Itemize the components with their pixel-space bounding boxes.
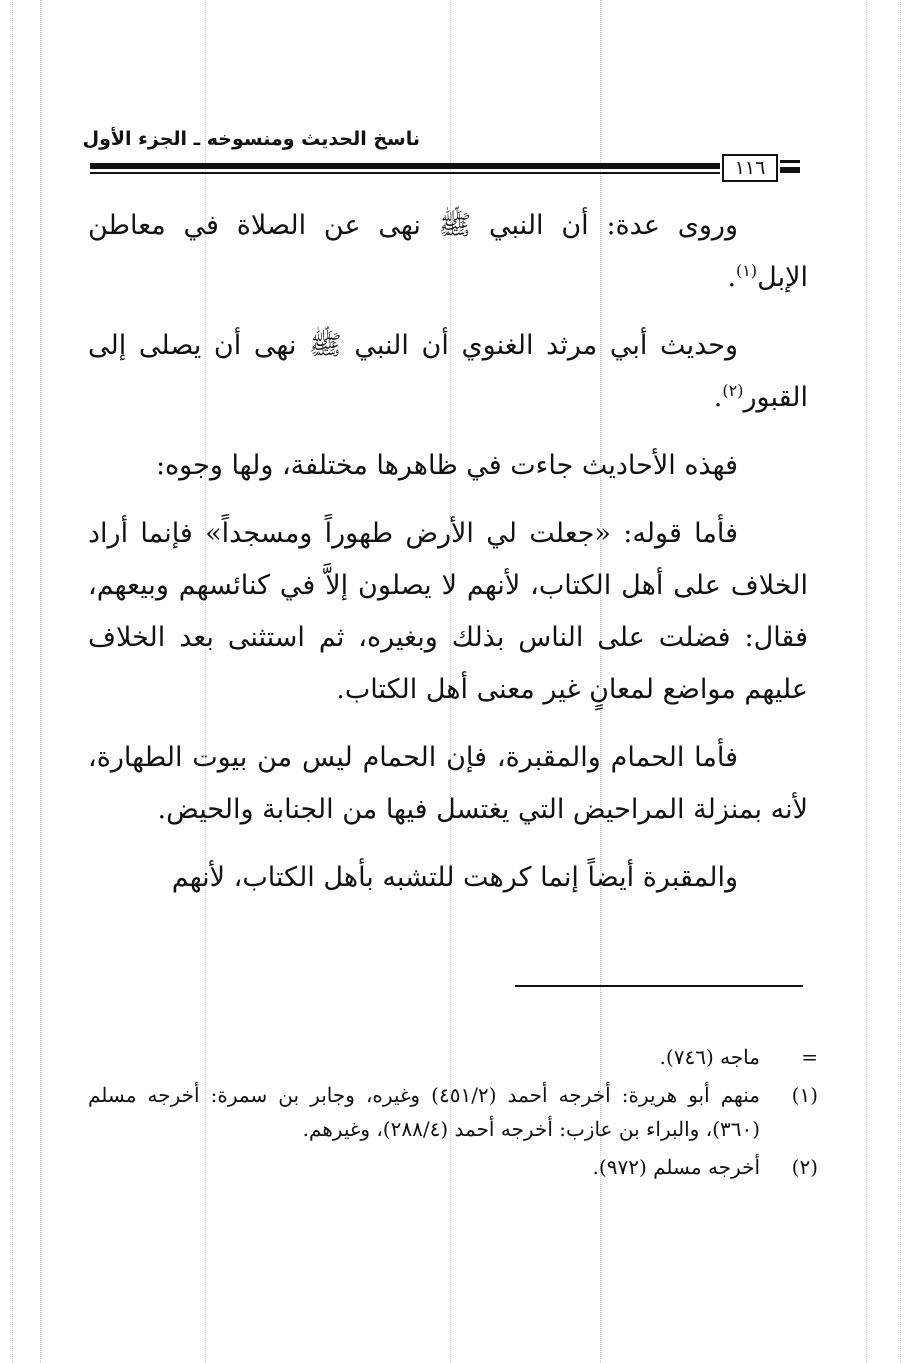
paragraph [88, 508, 808, 716]
footnote [88, 1150, 818, 1184]
paragraph-text: وروى عدة: أن النبي ﷺ نهى عن الصلاة في معاطن الإبل [88, 210, 808, 293]
scan-grid-line [900, 0, 901, 1363]
header-rule-thin [90, 172, 720, 174]
paragraph [88, 320, 808, 424]
paragraph-text: وحديث أبي مرثد الغنوي أن النبي ﷺ نهى أن يصلى إلى القبور [88, 330, 808, 413]
footnote-ref: (١) [736, 261, 758, 280]
paragraph [88, 732, 808, 836]
paragraph-end: . [713, 382, 723, 413]
scan-grid-line [40, 0, 41, 1363]
running-header-title: ناسخ الحديث ومنسوخه ـ الجزء الأول [82, 128, 420, 150]
paragraph-text: فهذه الأحاديث جاءت في ظاهرها مختلفة، ولها وجوه: [155, 450, 738, 481]
footnotes [88, 1040, 818, 1188]
paragraph-text: والمقبرة أيضاً إنما كرهت للتشبه بأهل الكتاب، لأنهم [171, 862, 738, 893]
page-number: ١١٦ [722, 154, 778, 182]
footnote [88, 1078, 818, 1146]
page-number-ornament [780, 167, 800, 173]
footnote-text: أخرجه مسلم (٩٧٢). [592, 1155, 760, 1179]
paragraph-text: فأما قوله: «جعلت لي الأرض طهوراً ومسجداً» فإنما أراد الخلاف على أهل الكتاب، لأنهم لا يصلون إلاَّ في كنائسهم وبيعهم، فقال: فضلت على الناس بذلك وبغيره، ثم استثنى بعد الخلاف عليهم مواضع لمعانٍ غير معنى أهل الكتاب. [88, 518, 808, 705]
footnote-marker: (٢) [791, 1155, 818, 1179]
scan-grid-line [12, 0, 13, 1363]
footnote-text: منهم أبو هريرة: أخرجه أحمد (٤٥١/٢) وغيره، وجابر بن سمرة: أخرجه مسلم (٣٦٠)، والبراء بن عازب: أخرجه أحمد (٢٨٨/٤)، وغيرهم. [88, 1083, 760, 1141]
paragraph-text: فأما الحمام والمقبرة، فإن الحمام ليس من بيوت الطهارة، لأنه بمنزلة المراحيض التي يغتسل فيها من الجنابة والحيض. [88, 742, 808, 825]
main-text [88, 200, 808, 920]
header-rule-thick [90, 163, 720, 169]
page-number-ornament [780, 160, 800, 163]
scan-grid-line [866, 0, 867, 1363]
footnote-separator [515, 985, 803, 987]
paragraph [88, 200, 808, 304]
paragraph [88, 852, 808, 904]
footnote [88, 1040, 818, 1074]
footnote-marker: (١) [791, 1083, 818, 1107]
footnote-text: ماجه (٧٤٦). [659, 1045, 760, 1069]
footnote-marker: = [801, 1045, 818, 1069]
footnote-ref: (٢) [722, 381, 744, 400]
paragraph [88, 440, 808, 492]
paragraph-end: . [727, 262, 737, 293]
